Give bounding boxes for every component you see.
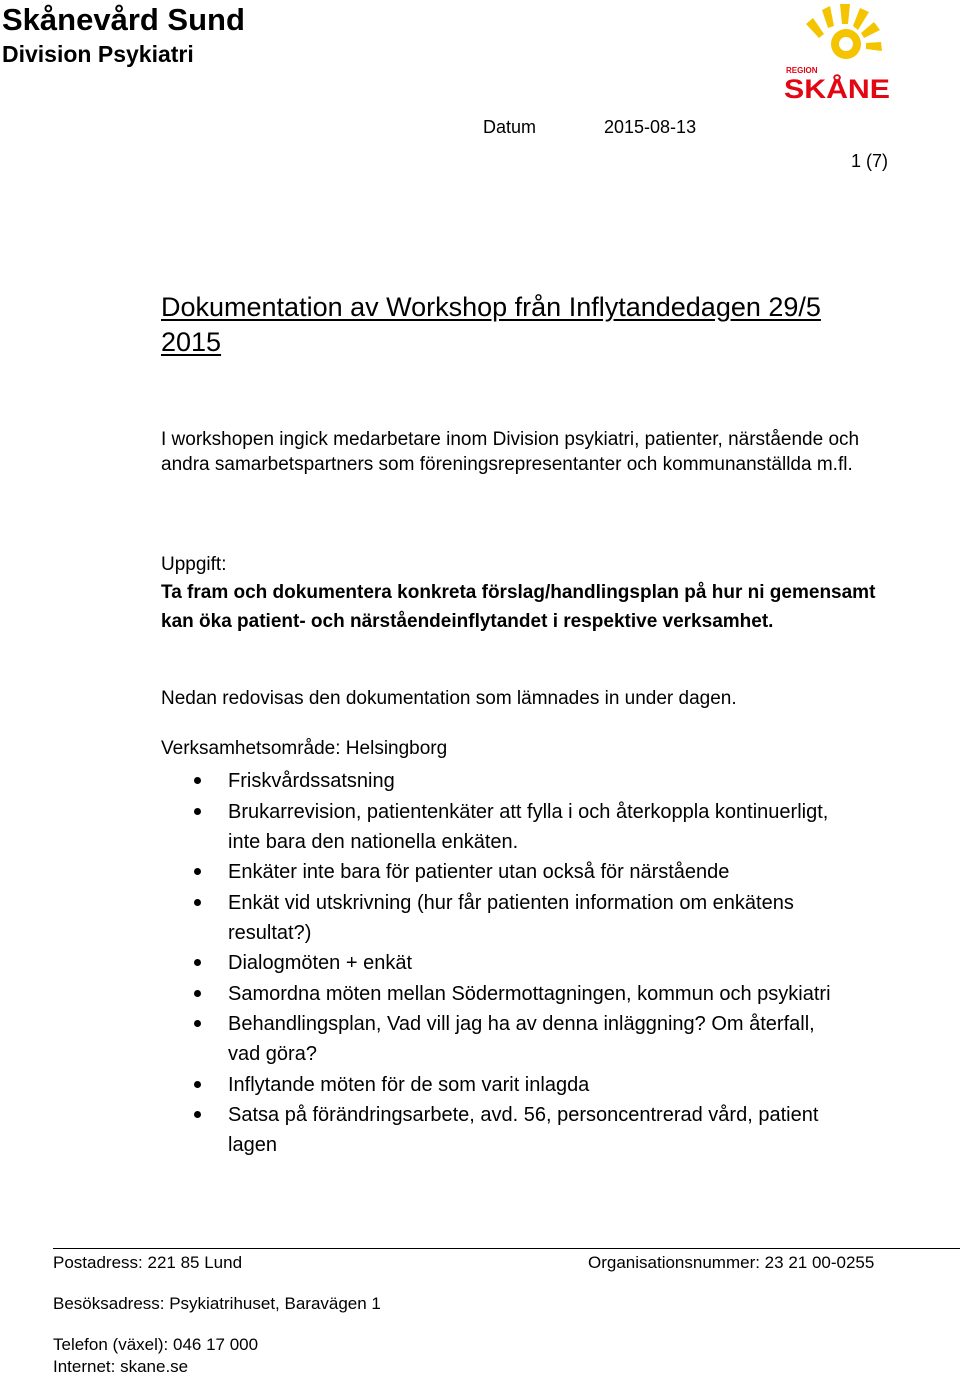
- bullet-icon: [194, 1020, 201, 1027]
- footer-website: Internet: skane.se: [53, 1357, 189, 1376]
- organization-name: Skånevård Sund: [2, 2, 245, 37]
- bullet-list: [161, 766, 851, 1160]
- list-item: [161, 1100, 851, 1160]
- logo-emblem-center: [839, 37, 853, 51]
- summary-paragraph: Nedan redovisas den dokumentation som lämnades in under dagen.: [161, 688, 737, 709]
- list-item-text: Friskvårdssatsning: [228, 770, 395, 792]
- region-skane-logo: [782, 0, 892, 104]
- footer-phone: Telefon (växel): 046 17 000: [53, 1335, 259, 1354]
- bullet-icon: [194, 899, 201, 906]
- document-title: Dokumentation av Workshop från Inflytandedagen 29/5 2015: [161, 292, 821, 357]
- list-item: [161, 766, 851, 796]
- list-item: [161, 1009, 851, 1069]
- bullet-icon: [194, 777, 201, 784]
- logo-emblem: [806, 4, 882, 59]
- footer-divider: [53, 1248, 960, 1249]
- task-text: Ta fram och dokumentera konkreta förslag/handlingsplan på hur ni gemensamt kan öka patient- och närståendeinflytandet i respektive verksamhet.: [161, 582, 876, 632]
- date-label: Datum: [483, 117, 537, 137]
- list-item: [161, 797, 851, 857]
- area-heading: Verksamhetsområde: Helsingborg: [161, 738, 448, 759]
- division-name: Division Psykiatri: [2, 41, 194, 67]
- list-item-text: Satsa på förändringsarbete, avd. 56, personcentrerad vård, patient lagen: [228, 1104, 819, 1156]
- list-item-text: Brukarrevision, patientenkäter att fylla i och återkoppla kontinuerligt, inte bara den nationella enkäten.: [228, 800, 829, 853]
- intro-paragraph: I workshopen ingick medarbetare inom Division psykiatri, patienter, närstående och andra samarbetspartners som föreningsrepresentanter och kommunanställda m.fl.: [161, 429, 860, 475]
- date-value: 2015-08-13: [604, 117, 697, 137]
- page-number: 1 (7): [851, 151, 889, 171]
- list-item: [161, 888, 851, 948]
- list-item-text: Enkät vid utskrivning (hur får patienten information om enkätens resultat?): [228, 891, 794, 944]
- bullet-icon: [194, 808, 201, 815]
- list-item-text: Behandlingsplan, Vad vill jag ha av denna inläggning? Om återfall, vad göra?: [228, 1013, 815, 1065]
- bullet-icon: [194, 959, 201, 966]
- task-label: Uppgift:: [161, 554, 227, 575]
- bullet-icon: [194, 1111, 201, 1118]
- list-item: [161, 948, 851, 978]
- bullet-icon: [194, 868, 201, 875]
- logo-big-text: SKÅNE: [784, 74, 879, 104]
- list-item-text: Inflytande möten för de som varit inlagda: [228, 1073, 590, 1096]
- footer-postal-address: Postadress: 221 85 Lund: [53, 1253, 243, 1272]
- logo-small-text: REGION: [786, 66, 818, 75]
- list-item: [161, 1070, 851, 1100]
- bullet-icon: [194, 990, 201, 997]
- bullet-icon: [194, 1081, 201, 1088]
- list-item-text: Dialogmöten + enkät: [228, 952, 413, 974]
- footer-visit-address: Besöksadress: Psykiatrihuset, Baravägen 1: [53, 1294, 381, 1313]
- footer-org-number: Organisationsnummer: 23 21 00-0255: [588, 1253, 875, 1272]
- list-item-text: Enkäter inte bara för patienter utan också för närstående: [228, 861, 730, 883]
- list-item: [161, 979, 851, 1009]
- list-item-text: Samordna möten mellan Södermottagningen, kommun och psykiatri: [228, 982, 831, 1005]
- list-item: [161, 857, 851, 887]
